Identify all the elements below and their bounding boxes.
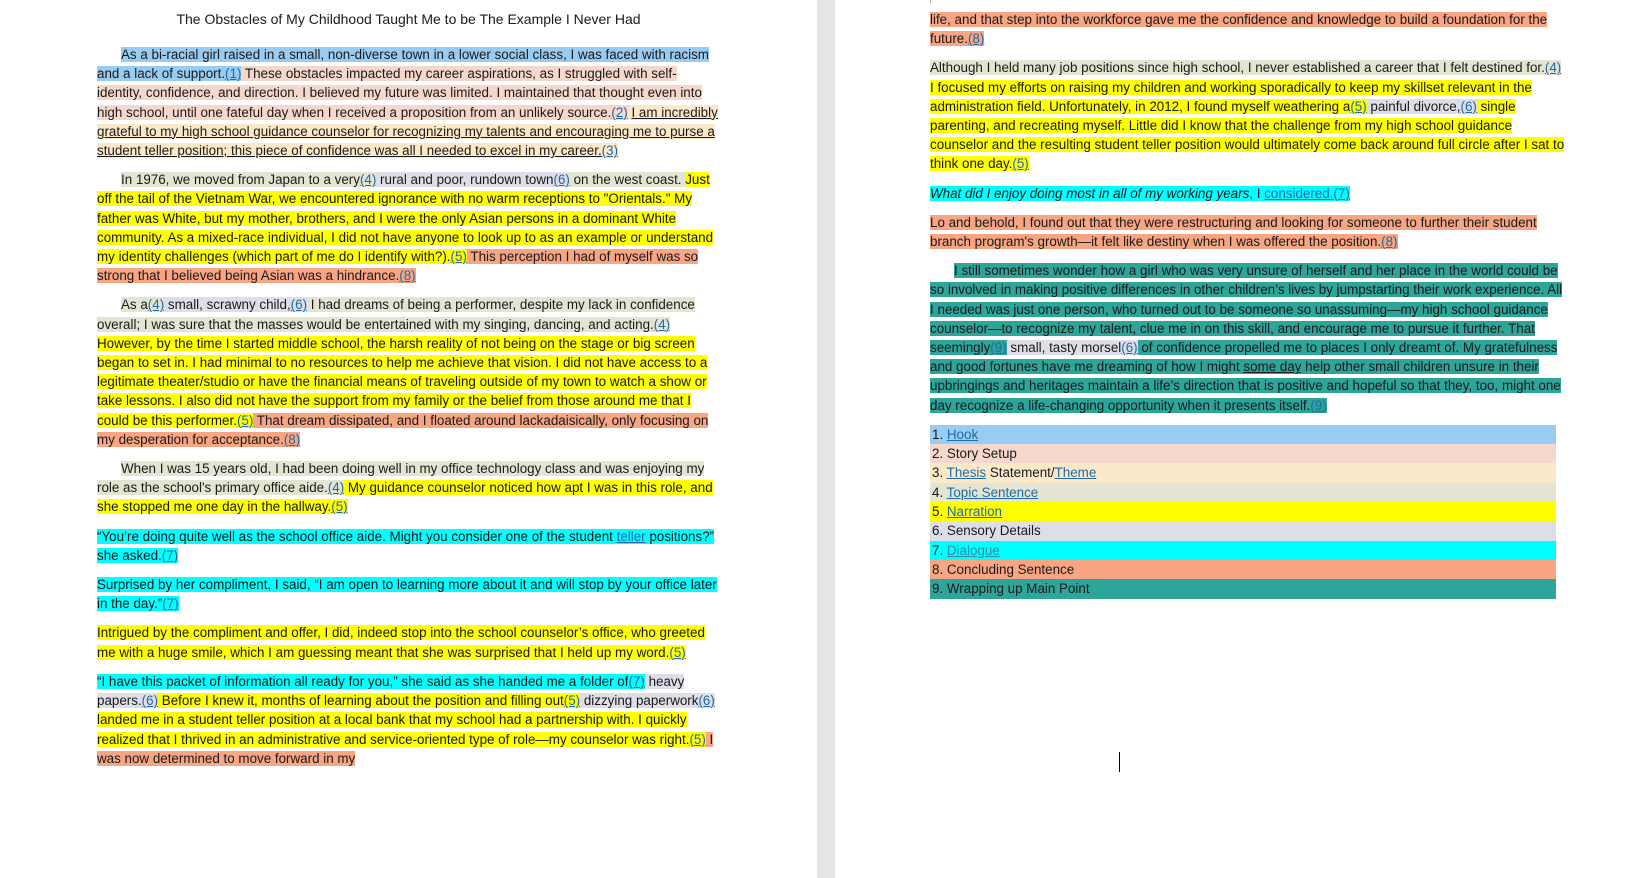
highlight-sensory-details: small, scrawny child,: [164, 297, 291, 313]
footnote-ref[interactable]: (7): [162, 596, 179, 612]
paragraph[interactable]: I still sometimes wonder how a girl who was very unsure of herself and her place in the world could be so involved in making positive differences in other children’s lives by jumpstarting their work experience. All I needed was just one person, who turned out to be someone so unassuming—my high school guidance counselor—to recognize my talent, clue me in on this skill, and encourage me to pursue it further. That seemingly(9) small, tasty morsel(6) of confidence propelled me to places I only dreamt of. My gratefulness and good fortunes have me dreaming of how I might some day help other small children unsure in their upbringings and heritages maintain a life’s direction that is positive and hopeful so that they, too, might one day recognize a life-changing opportunity when it presents itself.(9): [930, 263, 1563, 413]
legend-row-topic-sentence: 4. Topic Sentence: [930, 483, 1556, 502]
paragraph[interactable]: What did I enjoy doing most in all of my working years, I considered.(7): [930, 185, 1350, 201]
footnote-ref[interactable]: (6): [1121, 340, 1138, 356]
footnote-ref[interactable]: (7): [628, 673, 645, 689]
highlight-concluding-sentence: That dream dissipated, and I floated around lackadaisically, only focusing on my desperation for acceptance.: [97, 412, 709, 447]
highlight-sensory-details: small, tasty morsel: [1006, 340, 1122, 356]
legend-row-dialogue: 7. Dialogue: [930, 541, 1556, 560]
legend-row-story-setup: 2. Story Setup: [930, 444, 1556, 463]
paragraph[interactable]: [97, 45, 721, 160]
highlight-concluding-sentence: Lo and behold, I found out that they were restructuring and looking for someone to further their student branch program's growth—it felt like destiny when I was offered the position.: [930, 214, 1537, 250]
footnote-ref[interactable]: (5): [331, 499, 348, 515]
footnote-ref[interactable]: (4): [147, 297, 165, 313]
document-page-2[interactable]: [835, 0, 1649, 878]
spelling-link[interactable]: considered.: [1264, 185, 1334, 201]
footnote-ref[interactable]: (9): [990, 340, 1007, 356]
legend-link[interactable]: Thesis: [946, 465, 987, 481]
legend-row-wrapping-up: 9. Wrapping up Main Point: [930, 579, 1556, 598]
footnote-ref[interactable]: (9): [1310, 397, 1327, 413]
footnote-ref[interactable]: (8): [283, 431, 301, 447]
legend-link[interactable]: Narration: [946, 504, 1002, 520]
highlight-topic-sentence: When I was 15 years old, I had been doing well in my office technology class and was enjoying my role as the school's primary office aide.: [97, 461, 705, 496]
footnote-ref[interactable]: (7): [1333, 185, 1350, 201]
highlight-sensory-details: heavy papers.: [97, 673, 685, 709]
footnote-ref[interactable]: (4): [1544, 60, 1562, 76]
footnote-ref[interactable]: (6): [698, 693, 715, 709]
paragraph[interactable]: [930, 58, 1565, 173]
highlight-concluding-sentence: This perception I had of myself was so strong that I believed being Asian was a hindrance.: [97, 249, 699, 284]
paragraph[interactable]: [97, 295, 721, 449]
highlight-sensory-details: rural and poor, rundown town: [376, 172, 554, 188]
highlight-wrapping-up: I still sometimes wonder how a girl who was very unsure of herself and her place in the world could be so involved in making positive differences in other children’s lives by jumpstarting their work experience. All I needed was just one person, who turned out to be someone so unassuming—my high school guidance counselor—to recognize my talent, clue me in on this skill, and encourage me to pursue it further. That seemingly: [930, 263, 1563, 356]
highlight-narration: landed me in a student teller position at a local bank that my school had a partnership with. I quickly realized that I thrived in an administrative and service-oriented type of role—my counselor was right.: [97, 712, 690, 747]
highlight-dialogue: Surprised by her compliment, I said, “I am open to learning more about it and will stop by your office later in the day.”: [97, 577, 717, 612]
highlight-dialogue: What did I enjoy doing most in all of my working years: [930, 185, 1250, 201]
footnote-ref[interactable]: (5): [669, 644, 686, 660]
footnote-ref[interactable]: (6): [1460, 98, 1477, 114]
paragraph[interactable]: [97, 623, 721, 661]
paragraph[interactable]: In 1976, we moved from Japan to a very(4) rural and poor, rundown town(6) on the west coast. Just off the tail of the Vietnam War, we encountered ignorance with no warm receptions to "Orientals." My father was White, but my mother, brothers, and I were the only Asian persons in a dominant White community. As a mixed-race individual, I did not have anyone to look up to as an example or understand my identity challenges (which part of me do I identify with?).(5) This perception I had of myself was so strong that I believed being Asian was a hindrance.(8): [97, 172, 714, 284]
legend-link[interactable]: Theme: [1054, 465, 1097, 481]
footnote-ref[interactable]: (5): [1012, 156, 1029, 172]
paragraph[interactable]: “You’re doing quite well as the school office aide. Might you consider one of the student teller positions?” she asked.(7): [97, 528, 715, 563]
footnote-ref[interactable]: (4): [653, 316, 671, 332]
paragraph[interactable]: [97, 459, 721, 517]
text-cursor: [1119, 752, 1120, 772]
page-corner-mark: [930, 0, 935, 3]
footnote-ref[interactable]: (7): [161, 547, 179, 563]
footnote-ref[interactable]: (8): [967, 31, 985, 47]
legend-link[interactable]: Hook: [946, 426, 979, 442]
paragraph[interactable]: [930, 10, 1565, 48]
paragraph[interactable]: [97, 672, 721, 768]
highlight-topic-sentence: In 1976, we moved from Japan to a very: [121, 172, 360, 188]
highlight-topic-sentence: I had dreams of being a performer, despite my lack in confidence overall; I was sure that the masses would be entertained with my singing, dancing, and acting.: [97, 297, 695, 332]
paragraph[interactable]: [97, 575, 721, 613]
highlight-narration: single parenting, and recreating myself. Little did I know that the challenge from my high school guidance counselor and the resulting student teller position would ultimately come back around full circle after I sat to think one day.: [930, 98, 1565, 172]
page-1-body[interactable]: [97, 45, 721, 778]
highlight-narration: Before I knew it, months of learning about the position and filling out: [158, 693, 564, 709]
underlined-phrase: some day: [1243, 359, 1302, 375]
legend-row-hook: 1. Hook: [930, 425, 1556, 444]
highlight-dialogue: “I have this packet of information all ready for you,” she said as she handed me a folder of: [97, 673, 629, 689]
footnote-ref[interactable]: (6): [290, 297, 308, 313]
color-legend: [930, 425, 1556, 599]
highlight-story-setup: These obstacles impacted my career aspirations, as I struggled with self-identity, confidence, and direction. I believed my future was limited. I maintained that thought even into high school, until one fateful day when I received a proposition from an unlikely source.: [97, 66, 702, 120]
legend-link[interactable]: Dialogue: [946, 542, 1000, 558]
legend-row-thesis: 3. Thesis Statement/Theme: [930, 463, 1556, 482]
highlight-hook: As a bi-racial girl raised in a small, non-diverse town in a lower social class, I was faced with racism and a lack of support.: [97, 47, 709, 82]
highlight-topic-sentence: As a: [121, 297, 148, 313]
footnote-ref[interactable]: (5): [450, 249, 467, 265]
document-title: The Obstacles of My Childhood Taught Me to be The Example I Never Had: [176, 11, 641, 27]
footnote-ref[interactable]: (1): [225, 66, 242, 82]
highlight-narration: Intrigued by the compliment and offer, I did, indeed stop into the school counselor’s office, who greeted me with a huge smile, which I am guessing meant that she was surprised that I held up my word.: [97, 625, 705, 660]
footnote-ref[interactable]: (5): [1350, 98, 1367, 114]
footnote-ref[interactable]: (4): [327, 480, 345, 496]
highlight-concluding-sentence: life, and that step into the workforce gave me the confidence and knowledge to build a foundation for the future.: [930, 12, 1548, 47]
page-2-body[interactable]: [930, 10, 1565, 599]
document-page-1[interactable]: [0, 0, 817, 878]
highlight-narration: Just off the tail of the Vietnam War, we encountered ignorance with no warm receptions to "Orientals." My father was White, but my mother, brothers, and I were the only Asian persons in a dominant White community. As a mixed-race individual, I did not have anyone to look up to as an example or understand my identity challenges (which part of me do I identify with?).: [97, 172, 714, 265]
highlight-sensory-details: painful divorce,: [1366, 98, 1461, 114]
highlight-dialogue: “You’re doing quite well as the school office aide. Might you consider one of the student: [97, 528, 617, 544]
footnote-ref[interactable]: (4): [359, 172, 377, 188]
highlight-sensory-details: dizzying paperwork: [580, 693, 699, 709]
highlight-topic-sentence: Although I held many job positions since high school, I never established a career that I felt destined for.: [930, 60, 1545, 76]
highlight-thesis: I am incredibly grateful to my high school guidance counselor for recognizing my talents and encouraging me to purse a student teller position; this piece of confidence was all I needed to excel in my career.: [97, 104, 718, 159]
paragraph[interactable]: [930, 213, 1565, 251]
footnote-ref[interactable]: (5): [563, 693, 581, 709]
footnote-ref[interactable]: (2): [611, 104, 628, 120]
highlight-narration: My guidance counselor noticed how apt I was in this role, and she stopped me one day in the hallway.: [97, 480, 713, 515]
footnote-ref[interactable]: (3): [601, 143, 619, 159]
highlight-narration: However, by the time I started middle school, the harsh reality of not being on the stage or big screen began to set in. I had minimal to no resources to help me achieve that vision. I did not have access to a legitimate theater/studio or have the financial means of traveling outside of my town to watch a show or take lessons. I also did not have the support from my family or the belief from those around me that I could be this performer.: [97, 335, 708, 428]
legend-row-sensory-details: 6. Sensory Details: [930, 521, 1556, 540]
footnote-ref[interactable]: (5): [236, 412, 254, 428]
footnote-ref[interactable]: (8): [399, 268, 416, 284]
legend-link[interactable]: Topic Sentence: [946, 484, 1039, 500]
legend-row-concluding-sentence: 8. Concluding Sentence: [930, 560, 1556, 579]
highlight-narration: I focused my efforts on raising my children and working sporadically to keep my skillset relevant in the administration field. Unfortunately, in 2012, I found myself weathering a: [930, 79, 1532, 114]
footnote-ref[interactable]: (8): [1381, 234, 1398, 250]
footnote-ref[interactable]: (6): [553, 172, 570, 188]
footnote-ref[interactable]: (6): [141, 693, 159, 709]
highlight-concluding-sentence: I was now determined to move forward in my: [97, 731, 714, 766]
spelling-link[interactable]: teller: [616, 528, 646, 544]
footnote-ref[interactable]: (5): [689, 731, 706, 747]
legend-row-narration: 5. Narration: [930, 502, 1556, 521]
